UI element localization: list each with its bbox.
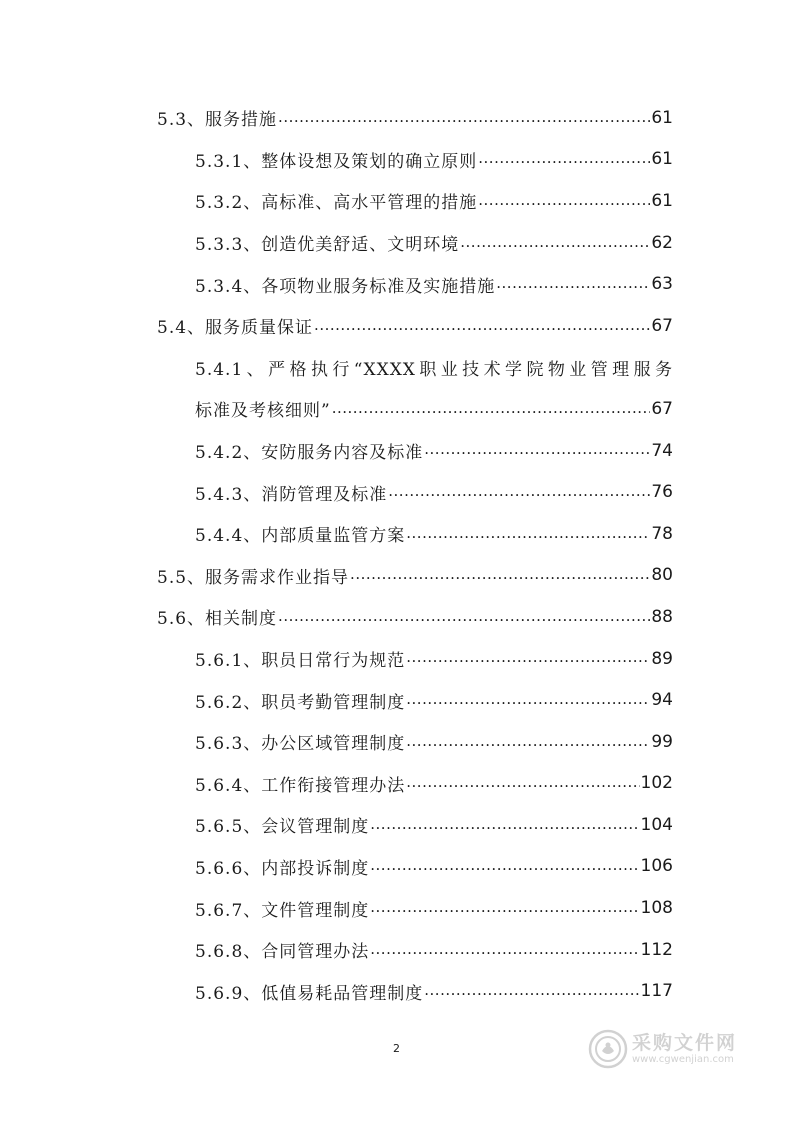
toc-entry-page: 106: [640, 856, 673, 877]
toc-leader-dots: [406, 773, 639, 793]
toc-entry-page: 117: [640, 981, 673, 1002]
toc-leader-dots: [370, 856, 639, 876]
toc-entry-label: 5.3.2、高标准、高水平管理的措施: [195, 193, 478, 214]
toc-entry-label: 5.3、服务措施: [157, 110, 278, 131]
toc-entry-5-6-4[interactable]: [0, 763, 793, 805]
toc-entry-label: 5.6.1、职员日常行为规范: [195, 651, 406, 672]
toc-entry-label: 5.3.4、各项物业服务标准及实施措施: [195, 276, 496, 297]
toc-entry-page: 61: [651, 190, 673, 211]
toc-entry-page: 78: [651, 523, 673, 544]
toc-entry-page: 76: [651, 482, 673, 503]
toc-entry-label: 5.4、服务质量保证: [157, 318, 314, 339]
table-of-contents: [0, 97, 793, 1012]
toc-entry-label: 5.4.4、内部质量监管方案: [195, 526, 406, 547]
toc-entry-label: 标准及考核细则”: [195, 401, 331, 422]
toc-leader-dots: [370, 898, 639, 918]
toc-entry-page: 61: [651, 107, 673, 128]
toc-leader-dots: [388, 482, 650, 502]
toc-leader-dots: [424, 440, 650, 460]
toc-entry-5-3-4[interactable]: [0, 263, 793, 305]
toc-entry-page: 63: [651, 274, 673, 295]
toc-entry-5-6-6[interactable]: [0, 846, 793, 888]
watermark-url: www.cgwenjian.com: [632, 1054, 734, 1065]
toc-leader-dots: [406, 690, 650, 710]
toc-entry-page: 67: [651, 315, 673, 336]
toc-entry-label: 5.4.2、安防服务内容及标准: [195, 443, 424, 464]
toc-entry-page: 104: [640, 814, 673, 835]
toc-entry-label: 5.6.2、职员考勤管理制度: [195, 692, 406, 713]
toc-entry-page: 80: [651, 565, 673, 586]
toc-leader-dots: [278, 108, 650, 128]
toc-entry-5-6-5[interactable]: [0, 804, 793, 846]
toc-entry-page: 102: [640, 773, 673, 794]
toc-entry-page: 74: [651, 440, 673, 461]
toc-entry-5-3-3[interactable]: [0, 222, 793, 264]
toc-leader-dots: [478, 191, 650, 211]
toc-entry-page: 94: [651, 690, 673, 711]
toc-entry-5-6-1[interactable]: [0, 638, 793, 680]
toc-leader-dots: [350, 565, 650, 585]
toc-leader-dots: [478, 149, 650, 169]
toc-entry-5-4-1-continued[interactable]: [0, 388, 793, 430]
watermark-title: 采购文件网: [632, 1032, 738, 1054]
toc-entry-label: 5.6.6、内部投诉制度: [195, 858, 370, 879]
toc-entry-5-4[interactable]: [0, 305, 793, 347]
toc-entry-page: 67: [651, 398, 673, 419]
toc-leader-dots: [370, 815, 639, 835]
toc-entry-label: 5.6.9、低值易耗品管理制度: [195, 983, 424, 1004]
toc-entry-5-5[interactable]: [0, 555, 793, 597]
toc-entry-5-6-8[interactable]: [0, 929, 793, 971]
toc-entry-page: 88: [651, 606, 673, 627]
toc-leader-dots: [496, 274, 650, 294]
toc-entry-label: 5.6.7、文件管理制度: [195, 900, 370, 921]
toc-entry-5-6-9[interactable]: [0, 970, 793, 1012]
toc-entry-label: 5.6、相关制度: [157, 609, 278, 630]
toc-entry-page: 89: [651, 648, 673, 669]
toc-leader-dots: [370, 939, 639, 959]
watermark-text: [632, 1032, 737, 1066]
watermark-logo-icon: [588, 1029, 628, 1069]
toc-leader-dots: [406, 524, 650, 544]
toc-entry-label: 5.3.1、整体设想及策划的确立原则: [195, 151, 478, 172]
toc-leader-dots: [424, 981, 639, 1001]
toc-leader-dots: [314, 316, 650, 336]
toc-leader-dots: [406, 732, 650, 752]
toc-entry-5-6-7[interactable]: [0, 887, 793, 929]
toc-entry-5-4-3[interactable]: [0, 471, 793, 513]
toc-entry-5-4-1[interactable]: [0, 347, 793, 389]
toc-entry-label: 5.3.3、创造优美舒适、文明环境: [195, 235, 460, 256]
toc-leader-dots: [406, 648, 650, 668]
toc-entry-label: 5.6.4、工作衔接管理办法: [195, 775, 406, 796]
toc-entry-5-3-2[interactable]: [0, 180, 793, 222]
toc-entry-label: 5.4.1、严格执行“XXXX职业技术学院物业管理服务: [195, 359, 673, 380]
toc-entry-label: 5.6.8、合同管理办法: [195, 942, 370, 963]
toc-entry-5-6-3[interactable]: [0, 721, 793, 763]
toc-leader-dots: [332, 399, 651, 419]
toc-entry-label: 5.6.5、会议管理制度: [195, 817, 370, 838]
toc-entry-label: 5.6.3、办公区域管理制度: [195, 734, 406, 755]
toc-entry-label: 5.5、服务需求作业指导: [157, 567, 350, 588]
toc-entry-page: 99: [651, 731, 673, 752]
toc-entry-page: 62: [651, 232, 673, 253]
toc-entry-5-6[interactable]: [0, 596, 793, 638]
toc-entry-5-3-1[interactable]: [0, 139, 793, 181]
toc-entry-5-4-2[interactable]: [0, 430, 793, 472]
toc-entry-5-3[interactable]: [0, 97, 793, 139]
toc-entry-page: 108: [640, 898, 673, 919]
toc-leader-dots: [278, 607, 650, 627]
page-number: 2: [393, 1042, 400, 1055]
toc-leader-dots: [460, 232, 650, 252]
watermark: [588, 1027, 758, 1071]
toc-entry-5-6-2[interactable]: [0, 679, 793, 721]
toc-entry-page: 112: [640, 939, 673, 960]
toc-entry-5-4-4[interactable]: [0, 513, 793, 555]
toc-entry-page: 61: [651, 149, 673, 170]
toc-entry-label: 5.4.3、消防管理及标准: [195, 484, 388, 505]
